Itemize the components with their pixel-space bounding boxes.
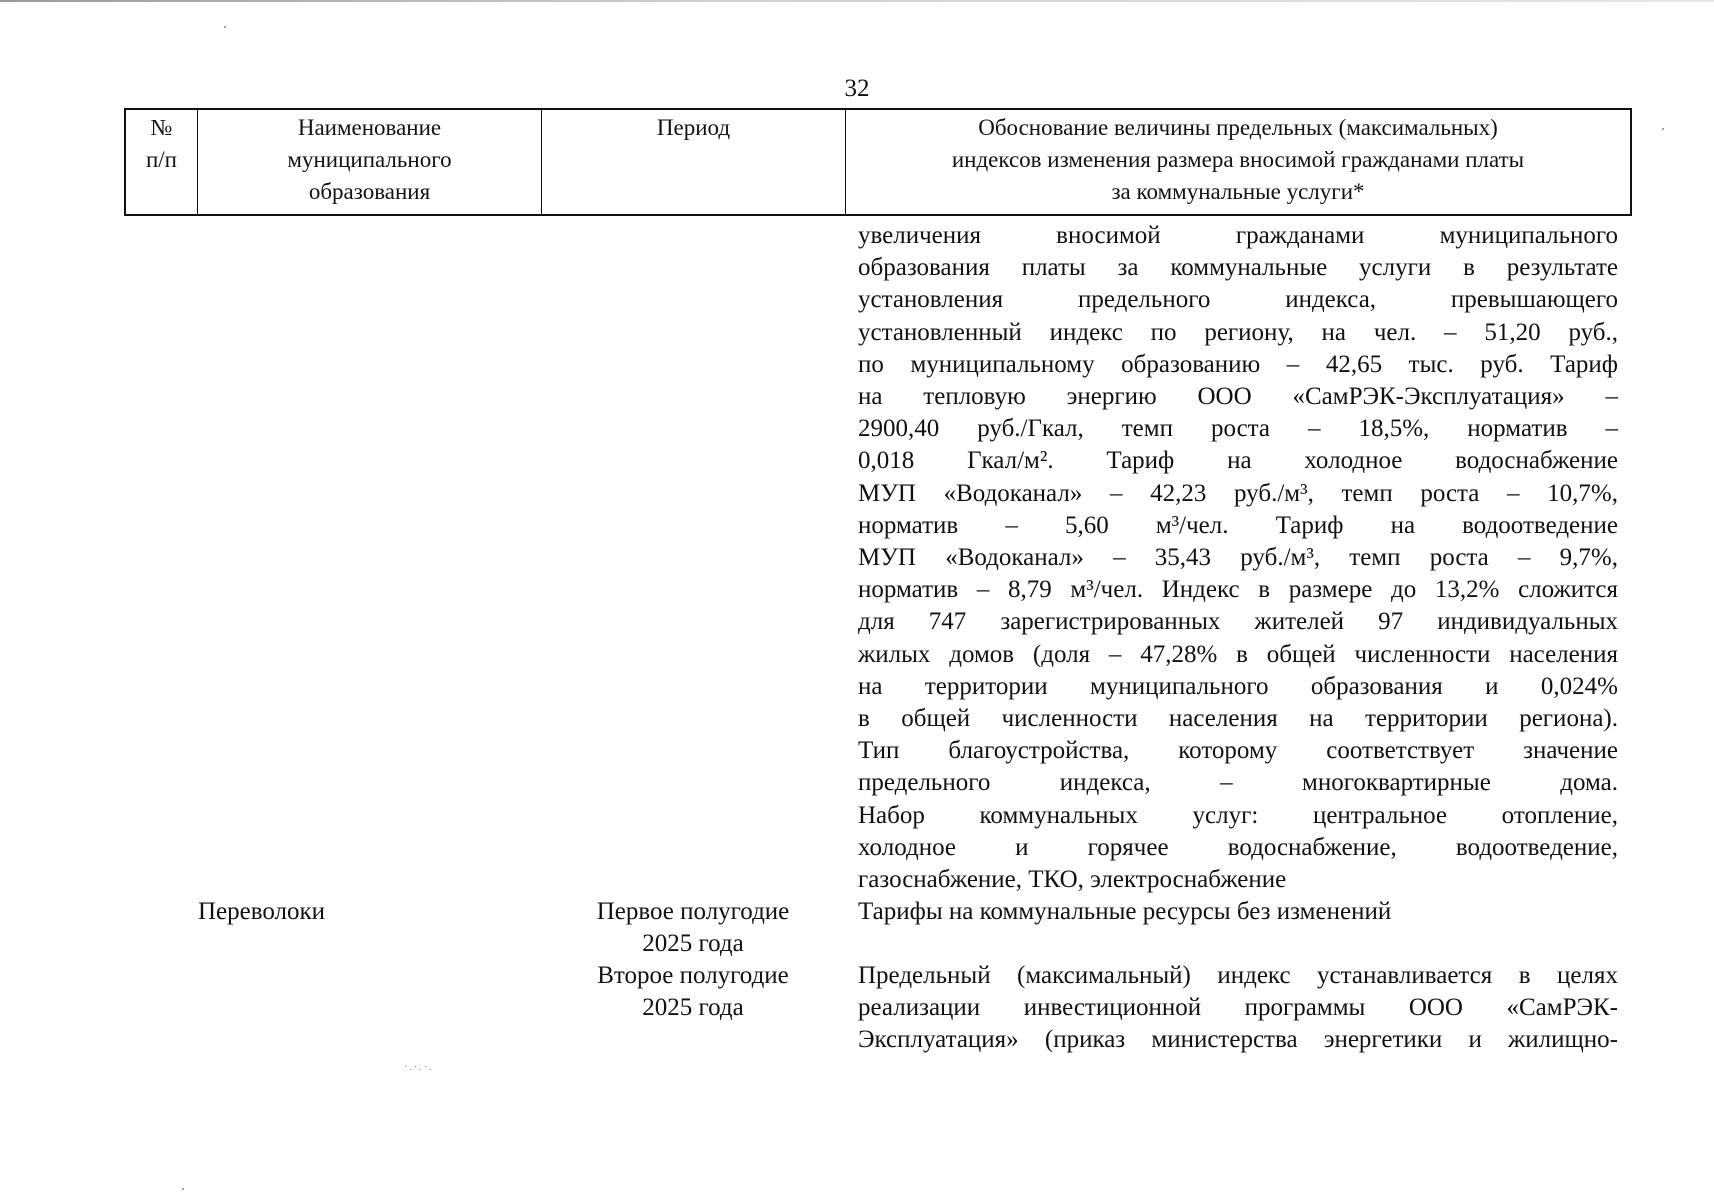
period-second-half-text (858, 960, 1618, 1057)
table-header (124, 108, 1632, 216)
paragraph-line: реализации инвестиционной программы ООО «СамРЭК- (858, 994, 1618, 1022)
paragraph-line: увеличения вносимой гражданами муниципального (858, 222, 1618, 249)
paragraph-line: МУП «Водоканал» – 35,43 руб./м³, темп роста – 9,7%, (858, 544, 1618, 572)
paragraph-line: Тарифы на коммунальные ресурсы без изменений (858, 898, 1392, 925)
page-number: 32 (844, 75, 870, 102)
period-second-half: Второе полугодие 2025 года (597, 962, 789, 1021)
paragraph-line: холодное и горячее водоснабжение, водоотведение, (858, 833, 1618, 861)
scan-speck (1662, 128, 1664, 130)
continuation-paragraph (858, 220, 1618, 896)
paragraph-line: для 747 зарегистрированных жителей 97 индивидуальных (858, 608, 1618, 636)
paragraph-line: 2900,40 руб./Гкал, темп роста – 18,5%, норматив – (858, 415, 1618, 443)
paragraph-line: норматив – 8,79 м³/чел. Индекс в размере до 13,2% сложится (858, 576, 1618, 604)
paragraph-line: Эксплуатация» (приказ министерства энергетики и жилищно- (858, 1026, 1618, 1054)
paragraph-line: жилых домов (доля – 47,28% в общей численности населения (858, 640, 1618, 668)
paragraph-line: Тип благоустройства, которому соответствует значение (858, 737, 1618, 765)
paragraph-line: на тепловую энергию ООО «СамРЭК-Эксплуатация» – (858, 383, 1618, 411)
paragraph-line: на территории муниципального образования и 0,024% (858, 672, 1618, 700)
municipality-name: Переволоки (198, 898, 326, 925)
period-first-half: Первое полугодие 2025 года (596, 898, 790, 957)
header-cell-period: Период (542, 110, 846, 214)
paragraph-line: предельного индекса, – многоквартирные дома. (858, 769, 1618, 797)
paragraph-line: Набор коммунальных услуг: центральное отопление, (858, 801, 1618, 829)
paragraph-line: установления предельного индекса, превышающего (858, 286, 1618, 314)
paragraph-line: 0,018 Гкал/м². Тариф на холодное водоснабжение (858, 447, 1618, 475)
scan-edge (0, 0, 1714, 2)
paragraph-line: в общей численности населения на территории региона). (858, 705, 1618, 733)
scan-speck (182, 1188, 184, 1190)
paragraph-line: Предельный (максимальный) индекс устанавливается в целях (858, 962, 1618, 989)
header-cell-justification: Обоснование величины предельных (максимальных) индексов изменения размера вносимой гражданами платы за коммунальные услуги* (951, 115, 1525, 204)
scan-speck (224, 26, 226, 28)
header-cell-municipality: Наименование муниципального образования (198, 110, 542, 214)
period-first-half-text (858, 896, 1618, 928)
scan-specks: ·.·.·. (404, 1062, 434, 1073)
paragraph-line: МУП «Водоканал» – 42,23 руб./м³, темп роста – 10,7%, (858, 479, 1618, 507)
paragraph-line: установленный индекс по региону, на чел. – 51,20 руб., (858, 318, 1618, 346)
paragraph-line: по муниципальному образованию – 42,65 тыс. руб. Тариф (858, 350, 1618, 378)
paragraph-line: образования платы за коммунальные услуги в результате (858, 254, 1618, 282)
paragraph-line: норматив – 5,60 м³/чел. Тариф на водоотведение (858, 511, 1618, 539)
paragraph-line: газоснабжение, ТКО, электроснабжение (858, 866, 1287, 894)
header-cell-number: № п/п (126, 110, 198, 214)
